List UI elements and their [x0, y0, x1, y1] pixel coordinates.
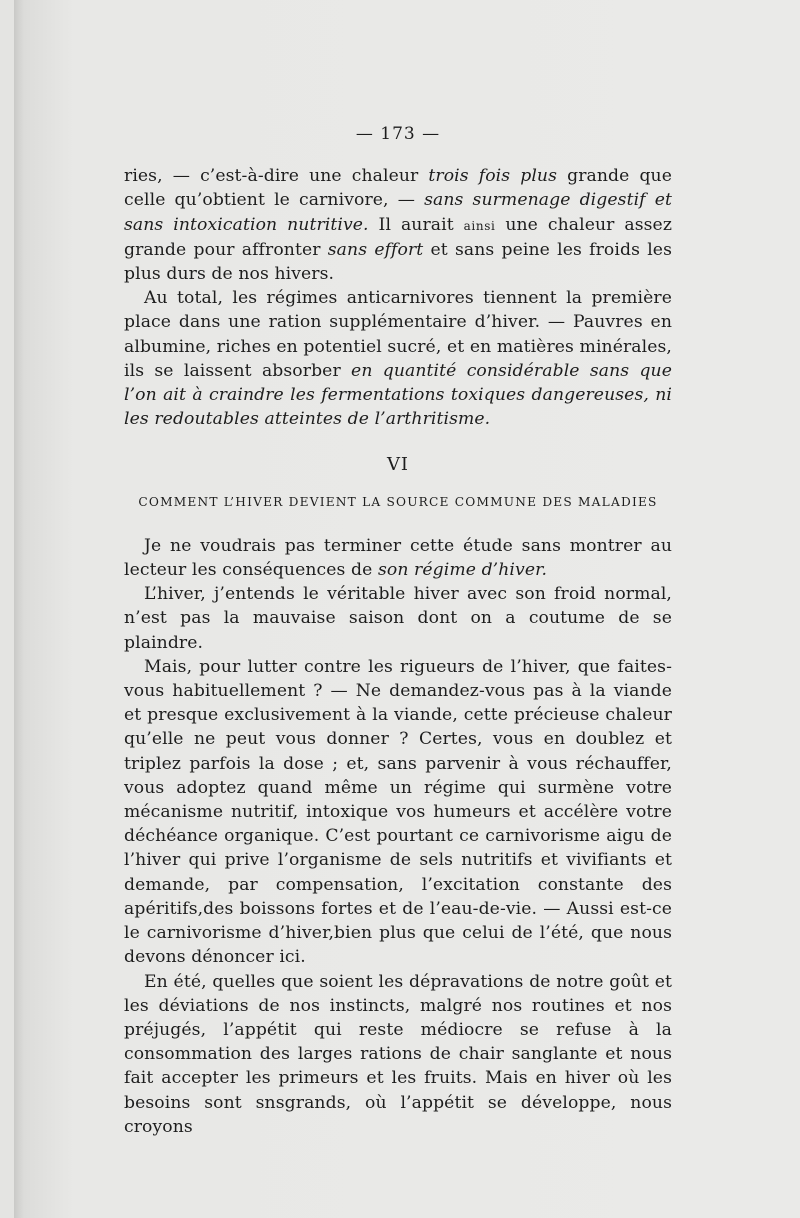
page-number: — 173 —	[355, 124, 441, 144]
chapter-number: VI	[386, 454, 410, 476]
paragraph-5: Mais, pour lutter contre les rigueurs de l’hiver, que faites-vous habituellement ? — Ne demandez-vous pas à la viande et presque exclusivement à la viande, cette précieuse chaleur qu’elle ne peut vous donner ? Certes, vous en doublez et triplez parfois la dose ; et, sans parvenir à vous réchauffer, vous adoptez quand même un régime qui surmène votre mécanisme nutritif, intoxique vos humeurs et accélère votre déchéance organique. C’est pourtant ce carnivorisme aigu de l’hiver qui prive l’organisme de sels nutritifs et vivifiants et demande, par compensation, l’excitation constante des apéritifs,des boissons fortes et de l’eau-de-vie. — Aussi est-ce le carnivorisme d’hiver,bien plus que celui de l’été, que nous devons dénoncer ici.	[124, 656, 672, 968]
chapter-title: COMMENT L’HIVER DEVIENT LA SOURCE COMMUNE DES MALADIES	[138, 494, 658, 509]
text-block	[124, 122, 672, 1139]
paragraph-2: Au total, les régimes anticarnivores tiennent la première place dans une ration supplémentaire d’hiver. — Pauvres en albumine, riches en potentiel sucré, et en matières minérales, ils se laissent absorber en quantité considérable sans que l’on ait à craindre les fermentations toxiques dangereuses, ni les redoutables atteintes de l’arthritisme.	[124, 288, 673, 430]
paragraph-3: Je ne voudrais pas terminer cette étude sans montrer au lecteur les conséquences de son régime d’hiver.	[124, 535, 672, 581]
paragraph-6: En été, quelles que soient les dépravations de notre goût et les déviations de nos instincts, malgré nos routines et nos préjugés, l’appétit qui reste médiocre se refuse à la consommation des larges rations de chair sanglante et nous fait accepter les primeurs et les fruits. Mais en hiver où les besoins sont snsgrands, où l’appétit se développe, nous croyons	[124, 971, 672, 1137]
paragraph-1: ries, — c’est-à-dire une chaleur trois fois plus grande que celle qu’obtient le carnivore, — sans surmenage digestif et sans intoxication nutritive. Il aurait ainsi une chaleur assez grande pour affronter sans effort et sans peine les froids les plus durs de nos hivers.	[124, 166, 673, 285]
paragraph-4: L’hiver, j’entends le véritable hiver avec son froid normal, n’est pas la mauvaise saison dont on a coutume de se plaindre.	[124, 584, 672, 653]
page	[14, 0, 800, 1218]
